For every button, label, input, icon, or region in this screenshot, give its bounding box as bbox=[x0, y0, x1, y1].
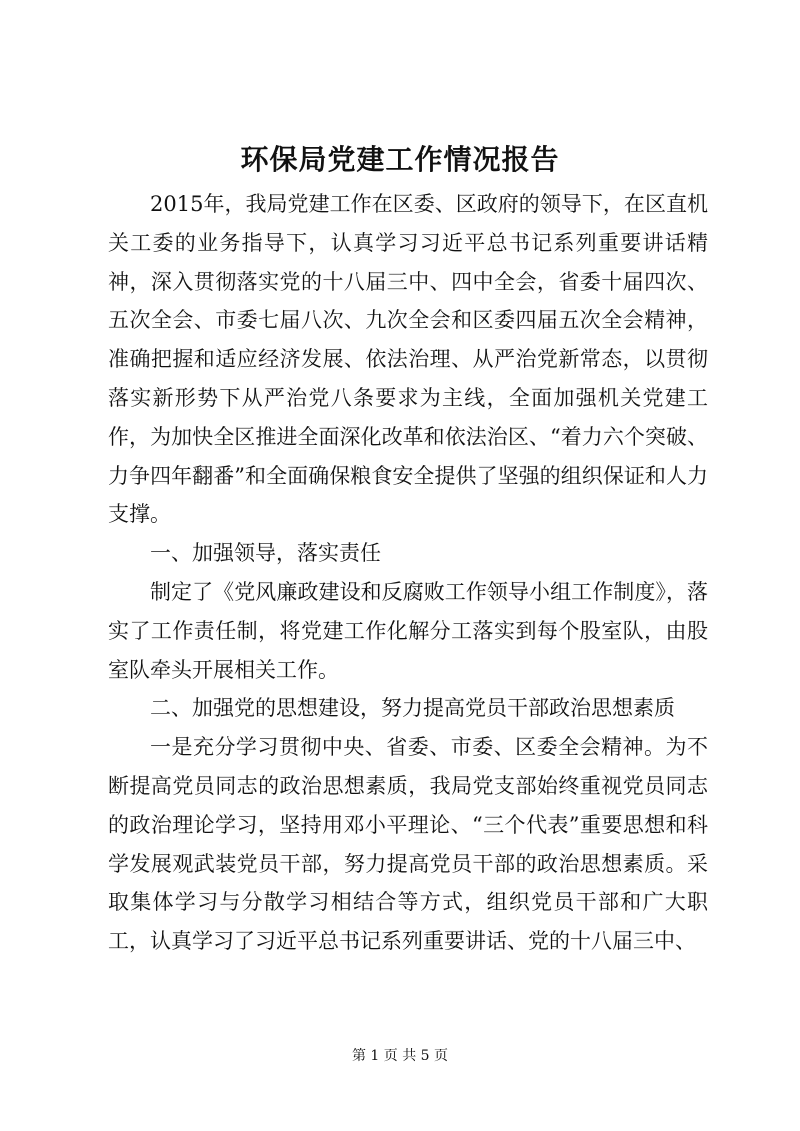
paragraph-intro: 2015年，我局党建工作在区委、区政府的领导下，在区直机关工委的业务指导下，认真学习习近平总书记系列重要讲话精神，深入贯彻落实党的十八届三中、四中全会，省委十届四次、五次全会、市委七届八次、九次全会和区委四届五次全会精神，准确把握和适应经济发展、依法治理、从严治党新常态，以贯彻落实新形势下从严治党八条要求为主线，全面加强机关党建工作，为加快全区推进全面深化改革和依法治区、“着力六个突破、力争四年翻番”和全面确保粮食安全提供了坚强的组织保证和人力支撑。 bbox=[108, 192, 708, 527]
document-title: 环保局党建工作情况报告 bbox=[240, 143, 560, 176]
document-body bbox=[108, 185, 708, 961]
section-heading-1: 一、加强领导，落实责任 bbox=[150, 541, 381, 566]
paragraph-section-2: 一是充分学习贯彻中央、省委、市委、区委全会精神。为不断提高党员同志的政治思想素质，我局党支部始终重视党员同志的政治理论学习，坚持用邓小平理论、“三个代表”重要思想和科学发展观武装党员干部，努力提高党员干部的政治思想素质。采取集体学习与分散学习相结合等方式，组织党员干部和广大职工，认真学习了习近平总书记系列重要讲话、党的十八届三中、 bbox=[108, 735, 708, 954]
page-number-footer: 第 1 页 共 5 页 bbox=[351, 1048, 449, 1064]
paragraph-section-1: 制定了《党风廉政建设和反腐败工作领导小组工作制度》，落实了工作责任制，将党建工作化解分工落实到每个股室队，由股室队牵头开展相关工作。 bbox=[108, 579, 708, 682]
section-heading-2: 二、加强党的思想建设，努力提高党员干部政治思想素质 bbox=[150, 696, 675, 721]
